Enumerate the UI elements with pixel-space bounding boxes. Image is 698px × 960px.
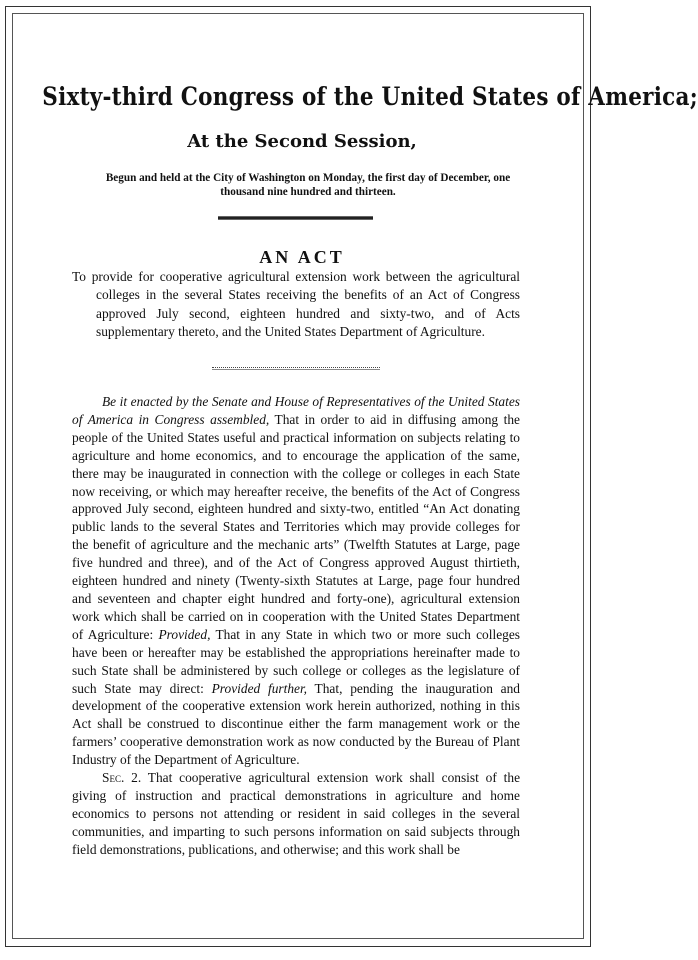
act-body (72, 393, 520, 859)
act-purpose: To provide for cooperative agricultural extension work between the agricultural colleges in the several States receiving the benefits of an Act of Congress approved July second, eighteen hundred and sixty-two, and of Acts supplementary thereto, and the United States Department of Agriculture. (72, 269, 520, 339)
begun-text: Begun and held at the City of Washington on Monday, the first day of December, one thousand nine hundred and thirteen. (105, 172, 511, 198)
provided-text: That in any State in which two or more such colleges have been or hereafter may be established the appropriations hereinafter made to such State shall be administered by such college or colleges as the legislature of such State may direct: (72, 626, 520, 696)
provided-further-label: Provided further, (211, 680, 308, 696)
congress-title: Sixty-third Congress of the United States of America; (42, 82, 698, 111)
section-2-label: Sec. 2. (102, 770, 142, 786)
divider-rule-thin (212, 367, 380, 370)
section-2-paragraph (72, 769, 520, 859)
act-title: AN ACT (259, 247, 345, 267)
provided-label: Provided, (158, 626, 211, 642)
section-1-paragraph (72, 393, 520, 769)
section-2-text: That cooperative agricultural extension work shall consist of the giving of instruction and practical demonstrations in agriculture and home economics to persons not attending or resident in said colleges in the several communities, and imparting to such persons information on said subjects through field demonstrations, publications, and otherwise; and this work shall be (72, 770, 521, 857)
section-1-text: That in order to aid in diffusing among the people of the United States useful and practical information on subjects relating to agriculture and home economics, and to encourage the application of the same, there may be inaugurated in connection with the college or colleges in each State now receiving, or which may hereafter receive, the benefits of the Act of Congress approved July second, eighteen hundred and sixty-two, entitled “An Act donating public lands to the several States and Territories which may provide colleges for the benefit of agriculture and the mechanic arts” (Twelfth Statutes at Large, page five hundred and three), and of the Act of Congress approved August thirtieth, eighteen hundred and ninety (Twenty-sixth Statutes at Large, page four hundred and seventeen and chapter eight hundred and forty-one), agricultural extension work which shall be carried on in cooperation with the United States Department of Agriculture: (72, 411, 520, 642)
divider-rule (218, 216, 373, 220)
session-title: At the Second Session, (187, 131, 417, 152)
provided-further-text: That, pending the inauguration and development of the cooperative extension work herein authorized, nothing in this Act shall be construed to discontinue either the farm management work or the farmers’ cooperative demonstration work as now conducted by the Bureau of Plant Industry of the Department of Agriculture. (72, 680, 520, 768)
enacting-clause: Be it enacted by the Senate and House of Representatives of the United States of America in Congress assembled, (72, 394, 520, 427)
